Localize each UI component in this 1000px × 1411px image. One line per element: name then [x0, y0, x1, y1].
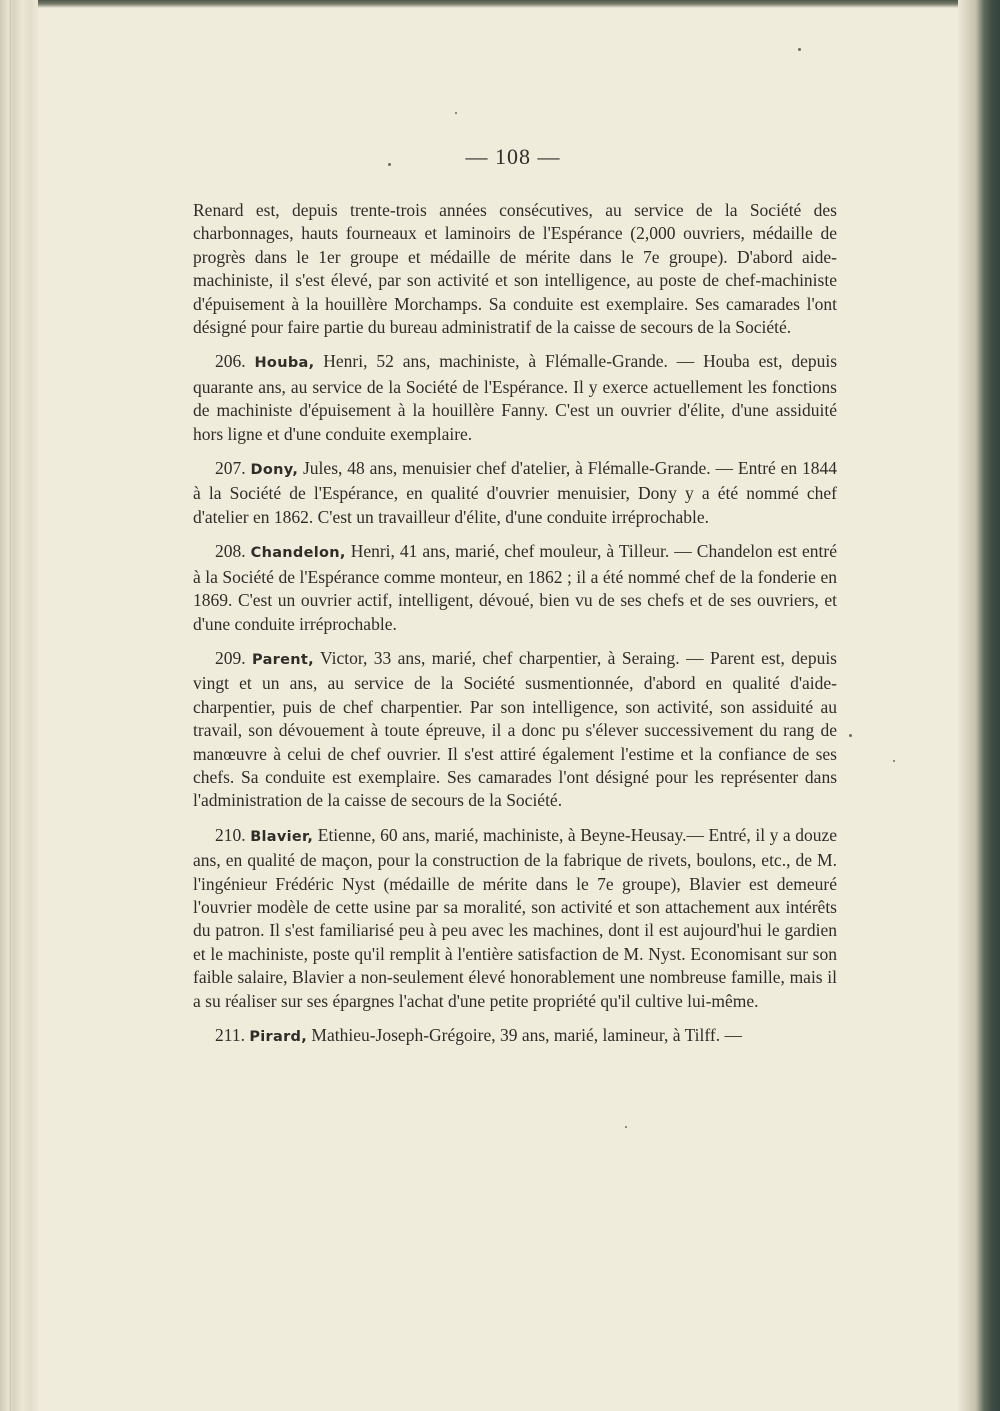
entry-210: [193, 824, 837, 1013]
page-top-edge: [0, 0, 1000, 8]
entry-text: Etienne, 60 ans, marié, machiniste, à Beyne-Heusay.— Entré, il y a douze ans, en qualité de maçon, pour la construction de la fabrique de rivets, boulons, etc., de M. l'ingénieur Frédéric Nyst (médaille de mérite dans le 7e groupe), Blavier est demeuré l'ouvrier modèle de cette usine par sa moralité, son activité et son attachement aux intérêts du patron. Il s'est familiarisé peu à peu avec les machines, dont il est aujourd'hui le gardien et le machiniste, poste qu'il remplit à l'entière satisfaction de M. Nyst. Economisant sur son faible salaire, Blavier a non-seulement élevé honorablement une nombreuse famille, mais il a su réaliser sur ses épargnes l'achat d'une petite propriété qu'il cultive lui-même.: [193, 824, 838, 1011]
entry-number: 209.: [215, 647, 246, 668]
paper-speck: [893, 760, 895, 762]
paper-speck: [388, 163, 391, 166]
entry-text: Victor, 33 ans, marié, chef charpentier, à Seraing. — Parent est, depuis vingt et un ans, au service de la Société susmentionnée, d'abord en qualité d'aide-charpentier, puis de chef charpentier. Par son intelligence, son activité, son assiduité au travail, son dévouement à toute épreuve, il a donc pu s'élever successivement du rang de manœuvre à celui de chef ouvrier. Il s'est attiré également l'estime et la confiance de ses chefs. Sa conduite est exemplaire. Ses camarades l'ont désigné pour les représenter dans l'administration de la caisse de secours de la Société.: [193, 647, 837, 811]
entry-name: Pirard,: [249, 1029, 308, 1045]
entry-number: 206.: [215, 351, 246, 372]
entry-text: Henri, 52 ans, machiniste, à Flémalle-Grande. — Houba est, depuis quarante ans, au service de la Société de l'Espérance. Il y exerce actuellement les fonctions de machiniste d'épuisement à la houillère Fanny. C'est un ouvrier d'élite, d'une assiduité hors ligne et d'une conduite exemplaire.: [193, 351, 838, 444]
page-right-edge: [958, 0, 1000, 1411]
entry-text: Henri, 41 ans, marié, chef mouleur, à Tilleur. — Chandelon est entré à la Société de l'Espérance comme monteur, en 1862 ; il a été nommé chef de la fonderie en 1869. C'est un ouvrier actif, intelligent, dévoué, bien vu de ses chefs et de ses ouvriers, et d'une conduite irréprochable.: [193, 541, 838, 634]
entry-name: Blavier,: [250, 828, 314, 845]
entry-name: Houba,: [254, 355, 315, 372]
paragraph-continuation: [193, 199, 837, 339]
entry-text: Jules, 48 ans, menuisier chef d'atelier, à Flémalle-Grande. — Entré en 1844 à la Société de l'Espérance, en qualité d'ouvrier menuisier, Dony y a été nommé chef d'atelier en 1862. C'est un travailleur d'élite, d'une conduite irréprochable.: [193, 458, 838, 527]
page-body: [193, 199, 837, 1060]
binding-gutter: [0, 0, 38, 1411]
entry-211: [193, 1024, 837, 1049]
paper-speck: [625, 1126, 627, 1128]
entry-text: Mathieu-Joseph-Grégoire, 39 ans, marié, lamineur, à Tilff. —: [311, 1025, 742, 1045]
entry-number: 210.: [215, 824, 246, 845]
entry-name: Parent,: [252, 651, 314, 668]
entry-number: 211.: [215, 1025, 245, 1045]
paragraph-text: Renard est, depuis trente-trois années consécutives, au service de la Société des charbonnages, hauts fourneaux et laminoirs de l'Espérance (2,000 ouvriers, médaille de progrès dans le 1er groupe et médaille de mérite dans le 7e groupe). D'abord aide-machiniste, il s'est élevé, par son activité et son intelligence, au poste de chef-machiniste d'épuisement à la houillère Morchamps. Sa conduite est exemplaire. Ses camarades l'ont désigné pour faire partie du bureau administratif de la caisse de secours de la Société.: [193, 200, 837, 338]
entry-number: 208.: [215, 541, 246, 562]
entry-name: Dony,: [250, 462, 299, 479]
paper-speck: [849, 734, 852, 737]
page-number: — 108 —: [465, 144, 561, 169]
entry-208: [193, 540, 837, 636]
paper-speck: [798, 48, 801, 51]
entry-number: 207.: [215, 458, 246, 479]
entry-207: [193, 457, 837, 529]
entry-209: [193, 647, 837, 813]
paper-speck: [455, 112, 457, 114]
entry-206: [193, 350, 837, 446]
entry-name: Chandelon,: [250, 545, 346, 562]
